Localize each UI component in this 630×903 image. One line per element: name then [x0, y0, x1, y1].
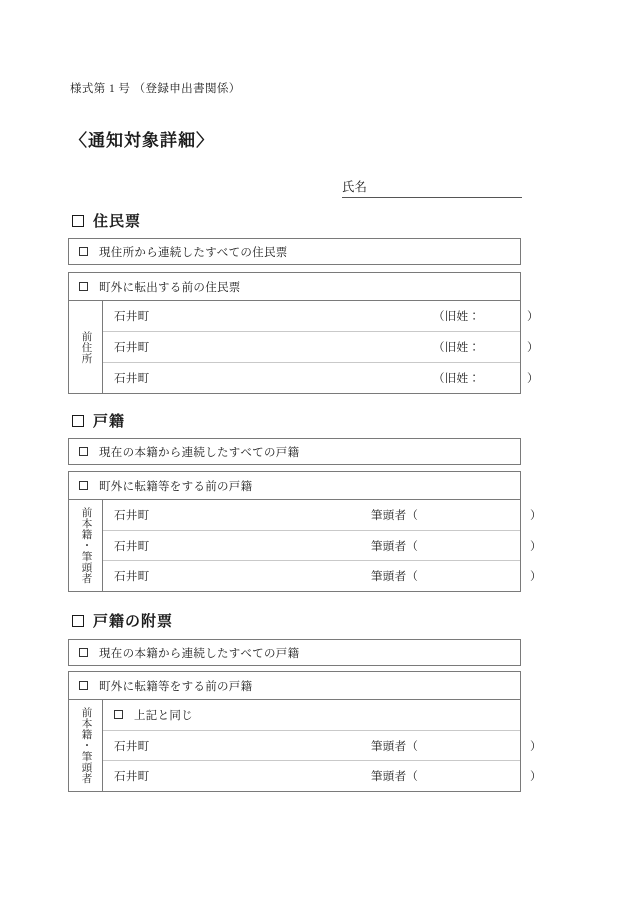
section-header-koseki-fuhyo[interactable] [72, 610, 173, 631]
table-row[interactable] [103, 301, 539, 331]
checkbox-icon[interactable] [79, 681, 88, 690]
place-value: 石井町 [114, 740, 150, 753]
checkbox-icon[interactable] [79, 447, 88, 456]
name-field [342, 177, 522, 198]
section-header-koseki[interactable] [72, 410, 125, 431]
section-header-juminhyo[interactable] [72, 210, 141, 231]
head-of-family-open: 筆頭者（ [371, 771, 419, 784]
head-of-family-open: 筆頭者（ [371, 509, 419, 522]
checkbox-icon[interactable] [79, 282, 88, 291]
place-value: 石井町 [114, 311, 150, 323]
checkbox-icon[interactable] [114, 710, 123, 719]
section-title: 住民票 [93, 214, 142, 230]
option-label: 町外に転籍等をする前の戸籍 [99, 480, 253, 493]
option-koseki-prior[interactable] [69, 472, 520, 499]
detail-rows [103, 500, 542, 591]
table-row[interactable] [103, 331, 539, 362]
checkbox-icon[interactable] [79, 648, 88, 657]
option-label: 現在の本籍から連続したすべての戸籍 [99, 446, 300, 459]
table-row[interactable] [103, 760, 542, 791]
place-value: 石井町 [114, 509, 150, 522]
former-surname-close: ） [527, 373, 539, 385]
option-koseki-fuhyo-prior[interactable] [69, 672, 520, 699]
group-juminhyo-prior [68, 272, 539, 394]
group-body [69, 300, 539, 393]
detail-rows [103, 700, 542, 791]
vertical-label-previous-address: 前住所 [69, 301, 103, 393]
table-row[interactable] [103, 530, 542, 561]
section-title: 戸籍の附票 [93, 614, 174, 630]
former-surname-open: （旧姓： [433, 342, 481, 354]
head-of-family-open: 筆頭者（ [371, 540, 419, 553]
form-code: 様式第 1 号 （登録申出書関係） [70, 83, 241, 95]
head-of-family-open: 筆頭者（ [371, 740, 419, 753]
place-value: 石井町 [114, 540, 150, 553]
vertical-label-previous-domicile: 前本籍・筆頭者 [69, 500, 103, 591]
former-surname-open: （旧姓： [433, 311, 481, 323]
option-label: 町外に転出する前の住民票 [99, 281, 241, 294]
head-of-family-close: ） [530, 540, 542, 553]
table-row[interactable] [103, 362, 539, 393]
group-body [69, 499, 542, 591]
former-surname-close: ） [527, 311, 539, 323]
head-of-family-close: ） [530, 740, 542, 753]
option-label: 町外に転籍等をする前の戸籍 [99, 680, 253, 693]
option-koseki-fuhyo-all[interactable] [68, 639, 521, 666]
option-label: 現在の本籍から連続したすべての戸籍 [99, 647, 300, 660]
section-title: 戸籍 [93, 414, 126, 430]
name-label: 氏名 [342, 177, 367, 198]
option-koseki-all[interactable] [68, 438, 521, 465]
former-surname-open: （旧姓： [433, 373, 481, 385]
head-of-family-close: ） [530, 571, 542, 584]
group-koseki-fuhyo-prior [68, 671, 542, 792]
checkbox-icon[interactable] [79, 481, 88, 490]
table-row[interactable] [103, 730, 542, 761]
head-of-family-open: 筆頭者（ [371, 571, 419, 584]
former-surname-close: ） [527, 342, 539, 354]
checkbox-icon[interactable] [72, 215, 84, 227]
detail-rows [103, 301, 539, 393]
option-label: 現住所から連続したすべての住民票 [99, 246, 288, 259]
place-value: 石井町 [114, 342, 150, 354]
checkbox-icon[interactable] [79, 247, 88, 256]
option-juminhyo-all[interactable] [68, 238, 521, 265]
place-value: 石井町 [114, 571, 150, 584]
option-same-as-above[interactable] [103, 700, 520, 730]
place-value: 石井町 [114, 771, 150, 784]
checkbox-icon[interactable] [72, 415, 84, 427]
place-value: 石井町 [114, 373, 150, 385]
page-title: 〈通知対象詳細〉 [70, 131, 214, 150]
head-of-family-close: ） [530, 771, 542, 784]
vertical-label-previous-domicile: 前本籍・筆頭者 [69, 700, 103, 791]
option-juminhyo-prior[interactable] [69, 273, 520, 300]
group-koseki-prior [68, 471, 542, 592]
name-input-rule[interactable] [367, 182, 522, 198]
checkbox-icon[interactable] [72, 615, 84, 627]
group-body [69, 699, 542, 791]
table-row[interactable] [103, 500, 542, 530]
head-of-family-close: ） [530, 509, 542, 522]
option-label: 上記と同じ [134, 709, 193, 722]
table-row[interactable] [103, 560, 542, 591]
